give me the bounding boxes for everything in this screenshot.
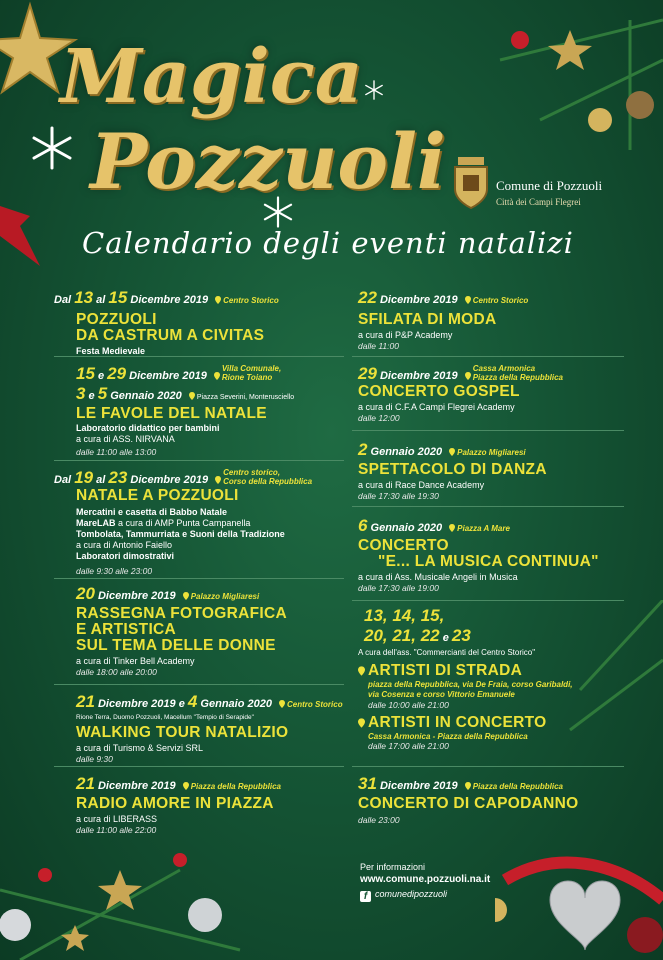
- date-month: Dicembre 2019: [379, 370, 458, 382]
- event-title: CONCERTO: [358, 537, 449, 554]
- event-locations: Rione Terra, Duomo Pozzuoli, Macellum "Tempio di Serapide": [76, 714, 254, 721]
- event-title: SUL TEMA DELLE DONNE: [76, 637, 276, 654]
- divider: [352, 766, 624, 767]
- title-line-1: Magica: [60, 34, 363, 120]
- map-pin-icon: [279, 700, 285, 708]
- event-date: [358, 288, 624, 308]
- event-date: [76, 584, 344, 604]
- date-month: Dicembre 2019: [379, 780, 458, 792]
- event-description: [76, 518, 344, 529]
- event-favole: [54, 364, 344, 458]
- place-line: via Cosenza e corso Vittorio Emanuele: [368, 690, 515, 699]
- event-sfilata: [352, 288, 624, 352]
- event-time: dalle 11:00 alle 13:00: [76, 447, 157, 457]
- event-place: [222, 364, 281, 382]
- comune-label: [496, 178, 602, 207]
- event-date: [358, 774, 624, 794]
- place-line: Cassa Armonica: [472, 364, 536, 373]
- place-line: Corso della Repubblica: [223, 477, 313, 486]
- date-days: 20, 21, 22: [364, 626, 440, 645]
- date-prefix: Dal: [54, 294, 72, 306]
- map-pin-icon: [189, 392, 195, 400]
- event-organizer: a cura di LIBERASS: [76, 814, 158, 824]
- event-place: Centro Storico: [472, 296, 529, 305]
- divider: [54, 578, 344, 579]
- event-natale: [54, 468, 344, 577]
- event-place: Centro Storico: [287, 700, 343, 709]
- date-day: 4: [187, 692, 198, 711]
- event-time: dalle 9:30: [76, 754, 113, 764]
- artisti-di-strada: [358, 662, 624, 711]
- date-day: 19: [74, 468, 94, 487]
- title-line-2: Pozzuoli: [90, 117, 446, 206]
- event-title: ARTISTI IN CONCERTO: [368, 714, 547, 731]
- date-month: Gennaio 2020: [110, 390, 182, 402]
- date-day: 21: [76, 774, 95, 793]
- event-organizer: A cura dell'ass. "Commercianti del Centro Storico": [358, 648, 536, 657]
- event-description: Mercatini e casetta di Babbo Natale: [76, 507, 228, 517]
- event-organizer: a cura di Race Dance Academy: [358, 480, 485, 490]
- event-date: [364, 606, 624, 626]
- event-artisti: [352, 606, 624, 752]
- snowflake-icon: [30, 126, 74, 170]
- event-radio-amore: [54, 774, 344, 836]
- event-title: "E... LA MUSICA CONTINUA": [378, 553, 599, 570]
- map-pin-icon: [358, 666, 365, 676]
- event-place: [368, 680, 624, 700]
- event-time: dalle 11:00: [358, 341, 399, 351]
- event-time: dalle 17:30 alle 19:00: [358, 583, 439, 593]
- map-pin-icon: [215, 476, 221, 484]
- date-day: 31: [358, 774, 377, 793]
- website-link[interactable]: www.comune.pozzuoli.na.it: [360, 874, 491, 885]
- ribbon-icon: [0, 196, 40, 266]
- event-organizer: a cura di C.F.A Campi Flegrei Academy: [358, 402, 515, 412]
- event-title: RASSEGNA FOTOGRAFICA: [76, 605, 287, 622]
- date-day: 29: [358, 364, 377, 383]
- event-time: dalle 18:00 alle 20:00: [76, 667, 157, 677]
- date-month: Dicembre 2019: [97, 780, 176, 792]
- map-pin-icon: [183, 782, 189, 790]
- place-line: Piazza della Repubblica: [472, 373, 563, 382]
- date-connector: al: [96, 474, 106, 486]
- date-month: Dicembre 2019: [130, 474, 209, 486]
- event-organizer: a cura di ASS. NIRVANA: [76, 434, 175, 444]
- date-connector: al: [96, 294, 106, 306]
- date-month: Dicembre 2019 e: [97, 698, 185, 710]
- place-line: Villa Comunale,: [221, 364, 282, 373]
- place-line: Rione Toiano: [221, 373, 273, 382]
- divider: [54, 460, 344, 461]
- date-day: 13: [74, 288, 94, 307]
- event-title: NATALE A POZZUOLI: [76, 487, 239, 504]
- date-connector: e: [88, 390, 95, 402]
- event-time: dalle 11:00 alle 22:00: [76, 825, 157, 835]
- event-place: Palazzo Migliaresi: [457, 448, 526, 457]
- marelab-organizer: a cura di AMP Punta Campanella: [115, 518, 251, 528]
- map-pin-icon: [215, 296, 221, 304]
- event-place: [473, 364, 563, 382]
- event-date: [76, 692, 344, 712]
- event-time: dalle 17:00 alle 21:00: [368, 741, 449, 751]
- divider: [352, 600, 624, 601]
- date-day: 21: [76, 692, 95, 711]
- contact-info: [360, 862, 490, 902]
- map-pin-icon: [449, 524, 455, 532]
- date-day: 6: [358, 516, 368, 535]
- event-organizer: a cura di P&P Academy: [358, 330, 453, 340]
- map-pin-icon: [214, 372, 220, 380]
- event-date: [76, 384, 344, 404]
- date-connector: e: [442, 632, 449, 644]
- event-date: [54, 288, 344, 308]
- date-month: Gennaio 2020: [200, 698, 272, 710]
- event-place: [223, 468, 312, 486]
- snowflake-icon: [364, 80, 384, 100]
- heart-ornament-icon: [495, 840, 663, 960]
- date-day: 29: [107, 364, 127, 383]
- map-pin-icon: [183, 592, 189, 600]
- poster-subtitle: Calendario degli eventi natalizi: [82, 226, 574, 260]
- event-description: Laboratori dimostrativi: [76, 551, 175, 561]
- event-date: [358, 364, 624, 384]
- event-date: [364, 626, 624, 646]
- event-title: POZZUOLI: [76, 311, 157, 328]
- event-organizer: a cura di Ass. Musicale Angeli in Musica: [358, 572, 518, 582]
- divider: [352, 430, 624, 431]
- date-day: 23: [451, 626, 471, 645]
- date-days: 13, 14, 15,: [364, 606, 445, 625]
- date-day: 2: [358, 440, 368, 459]
- event-place: Centro Storico: [223, 296, 279, 305]
- date-day: 20: [76, 584, 95, 603]
- divider: [54, 766, 344, 767]
- event-title: LE FAVOLE DEL NATALE: [76, 405, 267, 422]
- marelab-label: MareLAB: [76, 518, 116, 528]
- event-title: RADIO AMORE IN PIAZZA: [76, 795, 274, 812]
- event-danza: [352, 440, 624, 502]
- divider: [352, 506, 624, 507]
- map-pin-icon: [465, 296, 471, 304]
- event-capodanno: [352, 774, 624, 826]
- info-label: Per informazioni: [360, 862, 426, 872]
- divider: [54, 684, 344, 685]
- facebook-link[interactable]: [360, 889, 490, 902]
- date-connector: e: [97, 370, 105, 382]
- event-organizer: a cura di Antonio Faiello: [76, 540, 173, 550]
- event-organizer: a cura di Tinker Bell Academy: [76, 656, 195, 666]
- date-month: Dicembre 2019: [379, 294, 458, 306]
- date-day: 15: [108, 288, 128, 307]
- date-day: 5: [97, 384, 108, 403]
- event-title: SFILATA DI MODA: [358, 311, 497, 328]
- date-month: Gennaio 2020: [370, 446, 443, 458]
- event-title: ARTISTI DI STRADA: [368, 662, 523, 679]
- event-time: dalle 10:00 alle 21:00: [368, 700, 449, 710]
- event-place: Piazza A Mare: [457, 524, 510, 533]
- date-month: Gennaio 2020: [370, 522, 443, 534]
- event-description: Festa Medievale: [76, 346, 146, 356]
- divider: [54, 356, 344, 357]
- event-title: E ARTISTICA: [76, 621, 177, 638]
- date-prefix: Dal: [54, 474, 72, 486]
- event-title: DA CASTRUM A CIVITAS: [76, 327, 265, 344]
- event-title: WALKING TOUR NATALIZIO: [76, 724, 289, 741]
- event-organizer: a cura di Turismo & Servizi SRL: [76, 743, 204, 753]
- comune-subtitle: Città dei Campi Flegrei: [496, 197, 581, 207]
- event-time: dalle 17:30 alle 19:30: [358, 491, 439, 501]
- event-title: SPETTACOLO DI DANZA: [358, 461, 547, 478]
- event-time: dalle 12:00: [358, 413, 400, 423]
- date-month: Dicembre 2019: [129, 370, 207, 382]
- event-title: CONCERTO DI CAPODANNO: [358, 795, 579, 812]
- event-gospel: [352, 364, 624, 424]
- event-place: Piazza della Repubblica: [190, 782, 281, 791]
- event-place: Palazzo Migliaresi: [190, 592, 260, 601]
- date-month: Dicembre 2019: [97, 590, 176, 602]
- map-pin-icon: [465, 372, 471, 380]
- event-castrum: [54, 288, 344, 357]
- pine-branch-icon: [0, 830, 260, 960]
- date-month: Dicembre 2019: [130, 294, 209, 306]
- event-place: Piazza Severini, Monterusciello: [196, 394, 295, 401]
- map-pin-icon: [449, 448, 455, 456]
- date-day: 23: [108, 468, 128, 487]
- event-title: CONCERTO GOSPEL: [358, 383, 520, 400]
- event-date: [76, 774, 344, 794]
- event-date: [76, 364, 344, 384]
- divider: [352, 356, 624, 357]
- date-day: 15: [76, 364, 95, 383]
- event-time: dalle 23:00: [358, 815, 400, 825]
- facebook-icon: f: [360, 891, 371, 902]
- comune-name: Comune di Pozzuoli: [496, 178, 603, 193]
- pine-branch-icon: [480, 0, 663, 170]
- event-rassegna: [54, 584, 344, 678]
- event-description: Tombolata, Tammurriata e Suoni della Tradizione: [76, 529, 285, 539]
- event-place: Piazza della Repubblica: [472, 782, 563, 791]
- event-date: [358, 516, 624, 536]
- event-date: [54, 468, 344, 488]
- event-musica-continua: [352, 516, 624, 594]
- city-crest-icon: [452, 157, 490, 209]
- event-time: dalle 9:30 alle 23:00: [76, 566, 153, 576]
- date-day: 22: [358, 288, 377, 307]
- place-line: piazza della Repubblica, via De Fraia, corso Garibaldi,: [368, 680, 573, 689]
- event-description: Laboratorio didattico per bambini: [76, 423, 220, 433]
- place-line: Centro storico,: [223, 468, 281, 477]
- event-place: Cassa Armonica - Piazza della Repubblica: [368, 732, 528, 741]
- date-day: 3: [76, 384, 86, 403]
- artisti-in-concerto: [358, 714, 624, 752]
- facebook-handle: comunedipozzuoli: [375, 889, 448, 899]
- map-pin-icon: [465, 782, 471, 790]
- map-pin-icon: [358, 718, 365, 728]
- event-date: [358, 440, 624, 460]
- event-walking-tour: [54, 692, 344, 765]
